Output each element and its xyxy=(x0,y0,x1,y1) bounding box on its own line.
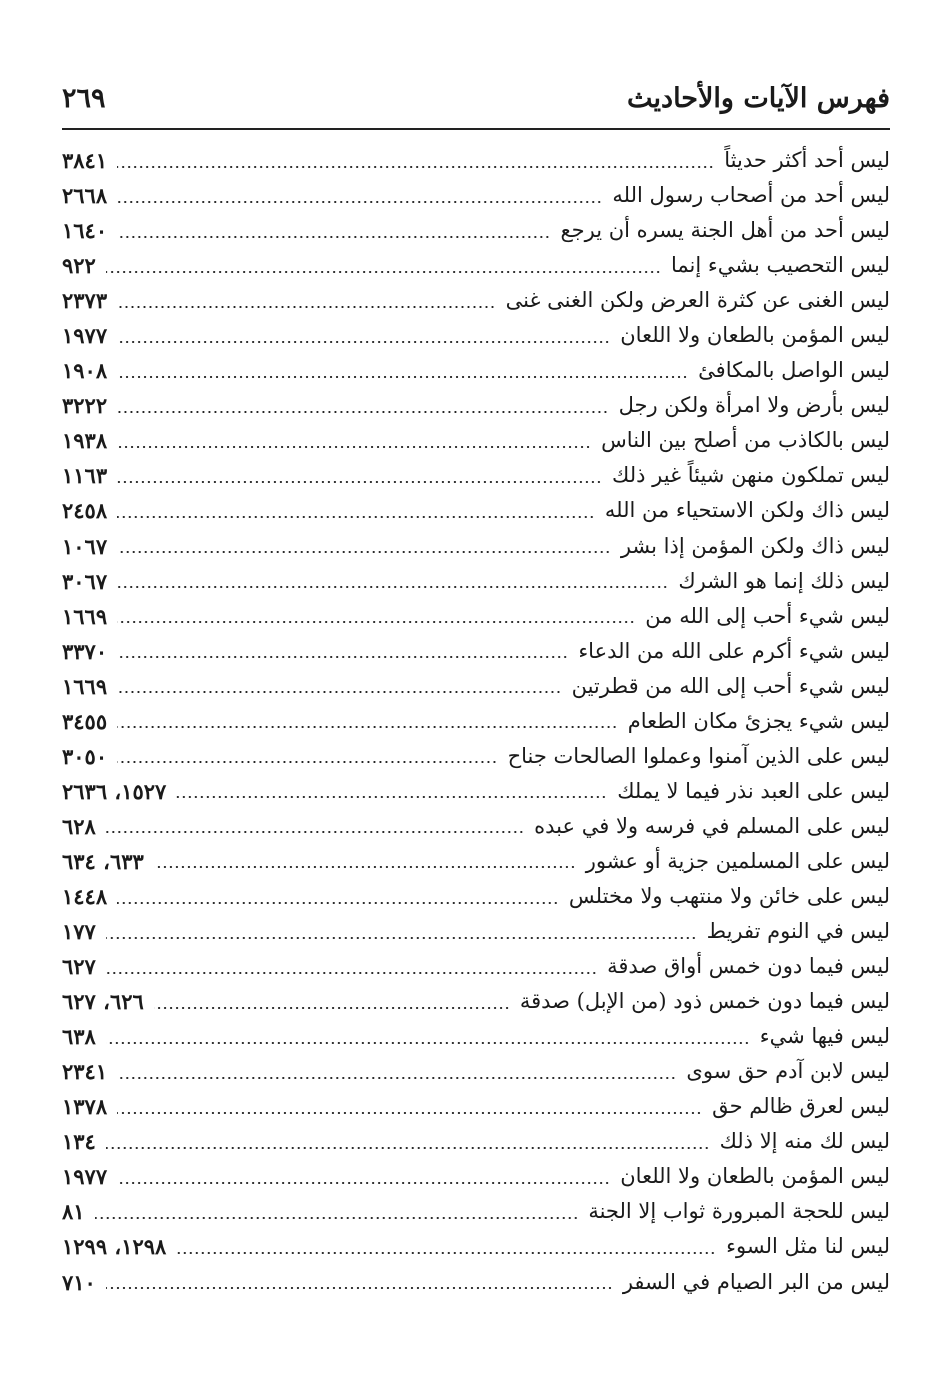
entry-text: ليس بالكاذب من أصلح بين الناس xyxy=(601,428,890,453)
dot-leader xyxy=(154,866,576,868)
dot-leader xyxy=(117,586,668,588)
entry-text: ليس شيء أحب إلى الله من xyxy=(645,603,890,628)
entry-reference-numbers: ١٩٠٨ xyxy=(62,358,108,384)
index-entry xyxy=(62,213,890,248)
entry-text: ليس بأرض ولا امرأة ولكن رجل xyxy=(618,393,890,418)
entry-reference-numbers: ١٢٩٨، ١٢٩٩ xyxy=(62,1234,167,1260)
index-entry xyxy=(62,774,890,809)
index-entry xyxy=(62,353,890,388)
index-entry xyxy=(62,949,890,984)
entry-reference-numbers: ٩٢٢ xyxy=(62,253,96,279)
index-entry xyxy=(62,564,890,599)
entry-text: ليس أحد من أصحاب رسول الله xyxy=(612,183,890,208)
entry-reference-numbers: ١٥٢٧، ٢٦٣٦ xyxy=(62,778,167,804)
dot-leader xyxy=(117,691,561,693)
dot-leader xyxy=(154,1007,510,1009)
entry-text: ليس الغنى عن كثرة العرض ولكن الغنى غنى xyxy=(505,288,890,313)
entry-reference-numbers: ١٩٣٨ xyxy=(62,428,108,454)
entry-text: ليس على العبد نذر فيما لا يملك xyxy=(617,778,890,803)
dot-leader xyxy=(117,621,635,623)
index-entry xyxy=(62,529,890,564)
entry-text: ليس شيء أكرم على الله من الدعاء xyxy=(578,638,890,663)
dot-leader xyxy=(95,1217,579,1219)
entry-reference-numbers: ١١٦٣ xyxy=(62,463,108,489)
entry-reference-numbers: ١٦٦٩ xyxy=(62,673,108,699)
entry-reference-numbers: ١٦٤٠ xyxy=(62,218,108,244)
index-entry xyxy=(62,423,890,458)
entry-text: ليس شيء يجزئ مكان الطعام xyxy=(627,708,890,733)
entry-text: ليس فيما دون خمس أواق صدقة xyxy=(607,954,890,979)
dot-leader xyxy=(117,201,602,203)
entry-reference-numbers: ١٦٦٩ xyxy=(62,603,108,629)
index-entry xyxy=(62,599,890,634)
entry-reference-numbers: ٣٠٦٧ xyxy=(62,568,108,594)
dot-leader xyxy=(117,341,610,343)
dot-leader xyxy=(117,306,496,308)
index-entry xyxy=(62,1159,890,1194)
entry-text: ليس ذلك إنما هو الشرك xyxy=(678,568,890,593)
index-entry xyxy=(62,493,890,528)
index-entry xyxy=(62,458,890,493)
dot-leader xyxy=(106,937,697,939)
entry-text: ليس التحصيب بشيء إنما xyxy=(670,253,890,278)
page-number: ٢٦٩ xyxy=(62,82,106,114)
entry-reference-numbers: ١٩٧٧ xyxy=(62,323,108,349)
dot-leader xyxy=(117,902,559,904)
entry-reference-numbers: ٣٣٧٠ xyxy=(62,638,108,664)
entry-text: ليس فيما دون خمس ذود (من الإبل) صدقة xyxy=(519,989,890,1014)
entry-text: ليس المؤمن بالطعان ولا اللعان xyxy=(620,1164,890,1189)
dot-leader xyxy=(117,761,497,763)
index-entry xyxy=(62,1054,890,1089)
entry-reference-numbers: ٣٤٥٥ xyxy=(62,708,108,734)
entry-reference-numbers: ٦٢٨ xyxy=(62,813,96,839)
index-entry xyxy=(62,178,890,213)
entry-reference-numbers: ٣٢٢٢ xyxy=(62,393,108,419)
entry-text: ليس في النوم تفريط xyxy=(706,919,890,944)
dot-leader xyxy=(106,271,661,273)
index-entry xyxy=(62,1229,890,1264)
entry-text: ليس أحد من أهل الجنة يسره أن يرجع xyxy=(560,218,890,243)
entry-text: ليس للحجة المبرورة ثواب إلا الجنة xyxy=(588,1199,890,1224)
entry-text: ليس ذاك ولكن الاستحياء من الله xyxy=(604,498,890,523)
index-entry xyxy=(62,1089,890,1124)
index-list xyxy=(62,143,890,1300)
index-entry xyxy=(62,143,890,178)
entry-text: ليس أحد أكثر حديثاً xyxy=(724,148,890,173)
entry-reference-numbers: ٢٦٦٨ xyxy=(62,183,108,209)
header-rule xyxy=(62,128,890,130)
index-entry xyxy=(62,1265,890,1300)
entry-text: ليس المؤمن بالطعان ولا اللعان xyxy=(620,323,890,348)
dot-leader xyxy=(117,1182,610,1184)
index-entry xyxy=(62,388,890,423)
index-entry xyxy=(62,984,890,1019)
entry-text: ليس لابن آدم حق سوى xyxy=(686,1059,890,1084)
entry-text: ليس من البر الصيام في السفر xyxy=(622,1269,890,1294)
entry-text: ليس الواصل بالمكافئ xyxy=(698,358,890,383)
entry-reference-numbers: ٦٢٧ xyxy=(62,954,96,980)
dot-leader xyxy=(117,551,611,553)
dot-leader xyxy=(117,1077,676,1079)
entry-text: ليس شيء أحب إلى الله من قطرتين xyxy=(571,673,890,698)
entry-reference-numbers: ٢٣٤١ xyxy=(62,1059,108,1085)
index-entry xyxy=(62,634,890,669)
entry-reference-numbers: ٢٣٧٣ xyxy=(62,288,108,314)
entry-reference-numbers: ١٩٧٧ xyxy=(62,1164,108,1190)
index-entry xyxy=(62,704,890,739)
dot-leader xyxy=(117,726,618,728)
index-entry xyxy=(62,809,890,844)
dot-leader xyxy=(117,1112,702,1114)
dot-leader xyxy=(106,831,524,833)
dot-leader xyxy=(117,656,568,658)
index-entry xyxy=(62,1194,890,1229)
entry-reference-numbers: ١٠٦٧ xyxy=(62,533,108,559)
dot-leader xyxy=(106,1042,750,1044)
running-title: فهرس الآيات والأحاديث xyxy=(627,82,890,114)
entry-reference-numbers: ٣٠٥٠ xyxy=(62,743,108,769)
index-entry xyxy=(62,318,890,353)
index-entry xyxy=(62,248,890,283)
entry-reference-numbers: ٦٣٣، ٦٣٤ xyxy=(62,848,144,874)
entry-text: ليس على خائن ولا منتهب ولا مختلس xyxy=(568,884,890,908)
index-entry xyxy=(62,739,890,774)
entry-reference-numbers: ٧١٠ xyxy=(62,1269,96,1295)
entry-text: ليس فيها شيء xyxy=(759,1024,890,1049)
index-entry xyxy=(62,1019,890,1054)
dot-leader xyxy=(117,411,608,413)
entry-text: ليس لك منه إلا ذلك xyxy=(719,1129,890,1154)
index-entry xyxy=(62,879,890,914)
entry-text: ليس على المسلمين جزية أو عشور xyxy=(585,848,890,873)
entry-reference-numbers: ١٣٧٨ xyxy=(62,1094,108,1120)
entry-reference-numbers: ٦٣٨ xyxy=(62,1024,96,1050)
entry-text: ليس لعرق ظالم حق xyxy=(712,1094,890,1119)
dot-leader xyxy=(117,481,602,483)
page-header xyxy=(62,78,890,118)
index-entry xyxy=(62,283,890,318)
entry-text: ليس تملكون منهن شيئاً غير ذلك xyxy=(612,463,890,488)
index-entry xyxy=(62,1124,890,1159)
dot-leader xyxy=(106,1287,613,1289)
dot-leader xyxy=(117,166,714,168)
index-entry xyxy=(62,844,890,879)
entry-reference-numbers: ١٤٤٨ xyxy=(62,884,108,909)
entry-reference-numbers: ٨١ xyxy=(62,1199,85,1225)
dot-leader xyxy=(106,972,597,974)
index-entry xyxy=(62,669,890,704)
entry-text: ليس على المسلم في فرسه ولا في عبده xyxy=(534,813,890,838)
dot-leader xyxy=(176,1252,716,1254)
dot-leader xyxy=(117,376,688,378)
entry-reference-numbers: ١٧٧ xyxy=(62,919,96,945)
dot-leader xyxy=(176,796,607,798)
index-entry xyxy=(62,914,890,949)
dot-leader xyxy=(117,446,591,448)
entry-text: ليس لنا مثل السوء xyxy=(726,1234,890,1259)
entry-reference-numbers: ٦٢٦، ٦٢٧ xyxy=(62,989,144,1015)
entry-text: ليس على الذين آمنوا وعملوا الصالحات جناح xyxy=(507,743,890,768)
dot-leader xyxy=(117,516,595,518)
dot-leader xyxy=(117,236,550,238)
entry-reference-numbers: ٢٤٥٨ xyxy=(62,498,108,524)
entry-reference-numbers: ١٣٤ xyxy=(62,1129,96,1155)
entry-reference-numbers: ٣٨٤١ xyxy=(62,148,108,174)
dot-leader xyxy=(106,1147,710,1149)
entry-text: ليس ذاك ولكن المؤمن إذا بشر xyxy=(620,533,890,558)
